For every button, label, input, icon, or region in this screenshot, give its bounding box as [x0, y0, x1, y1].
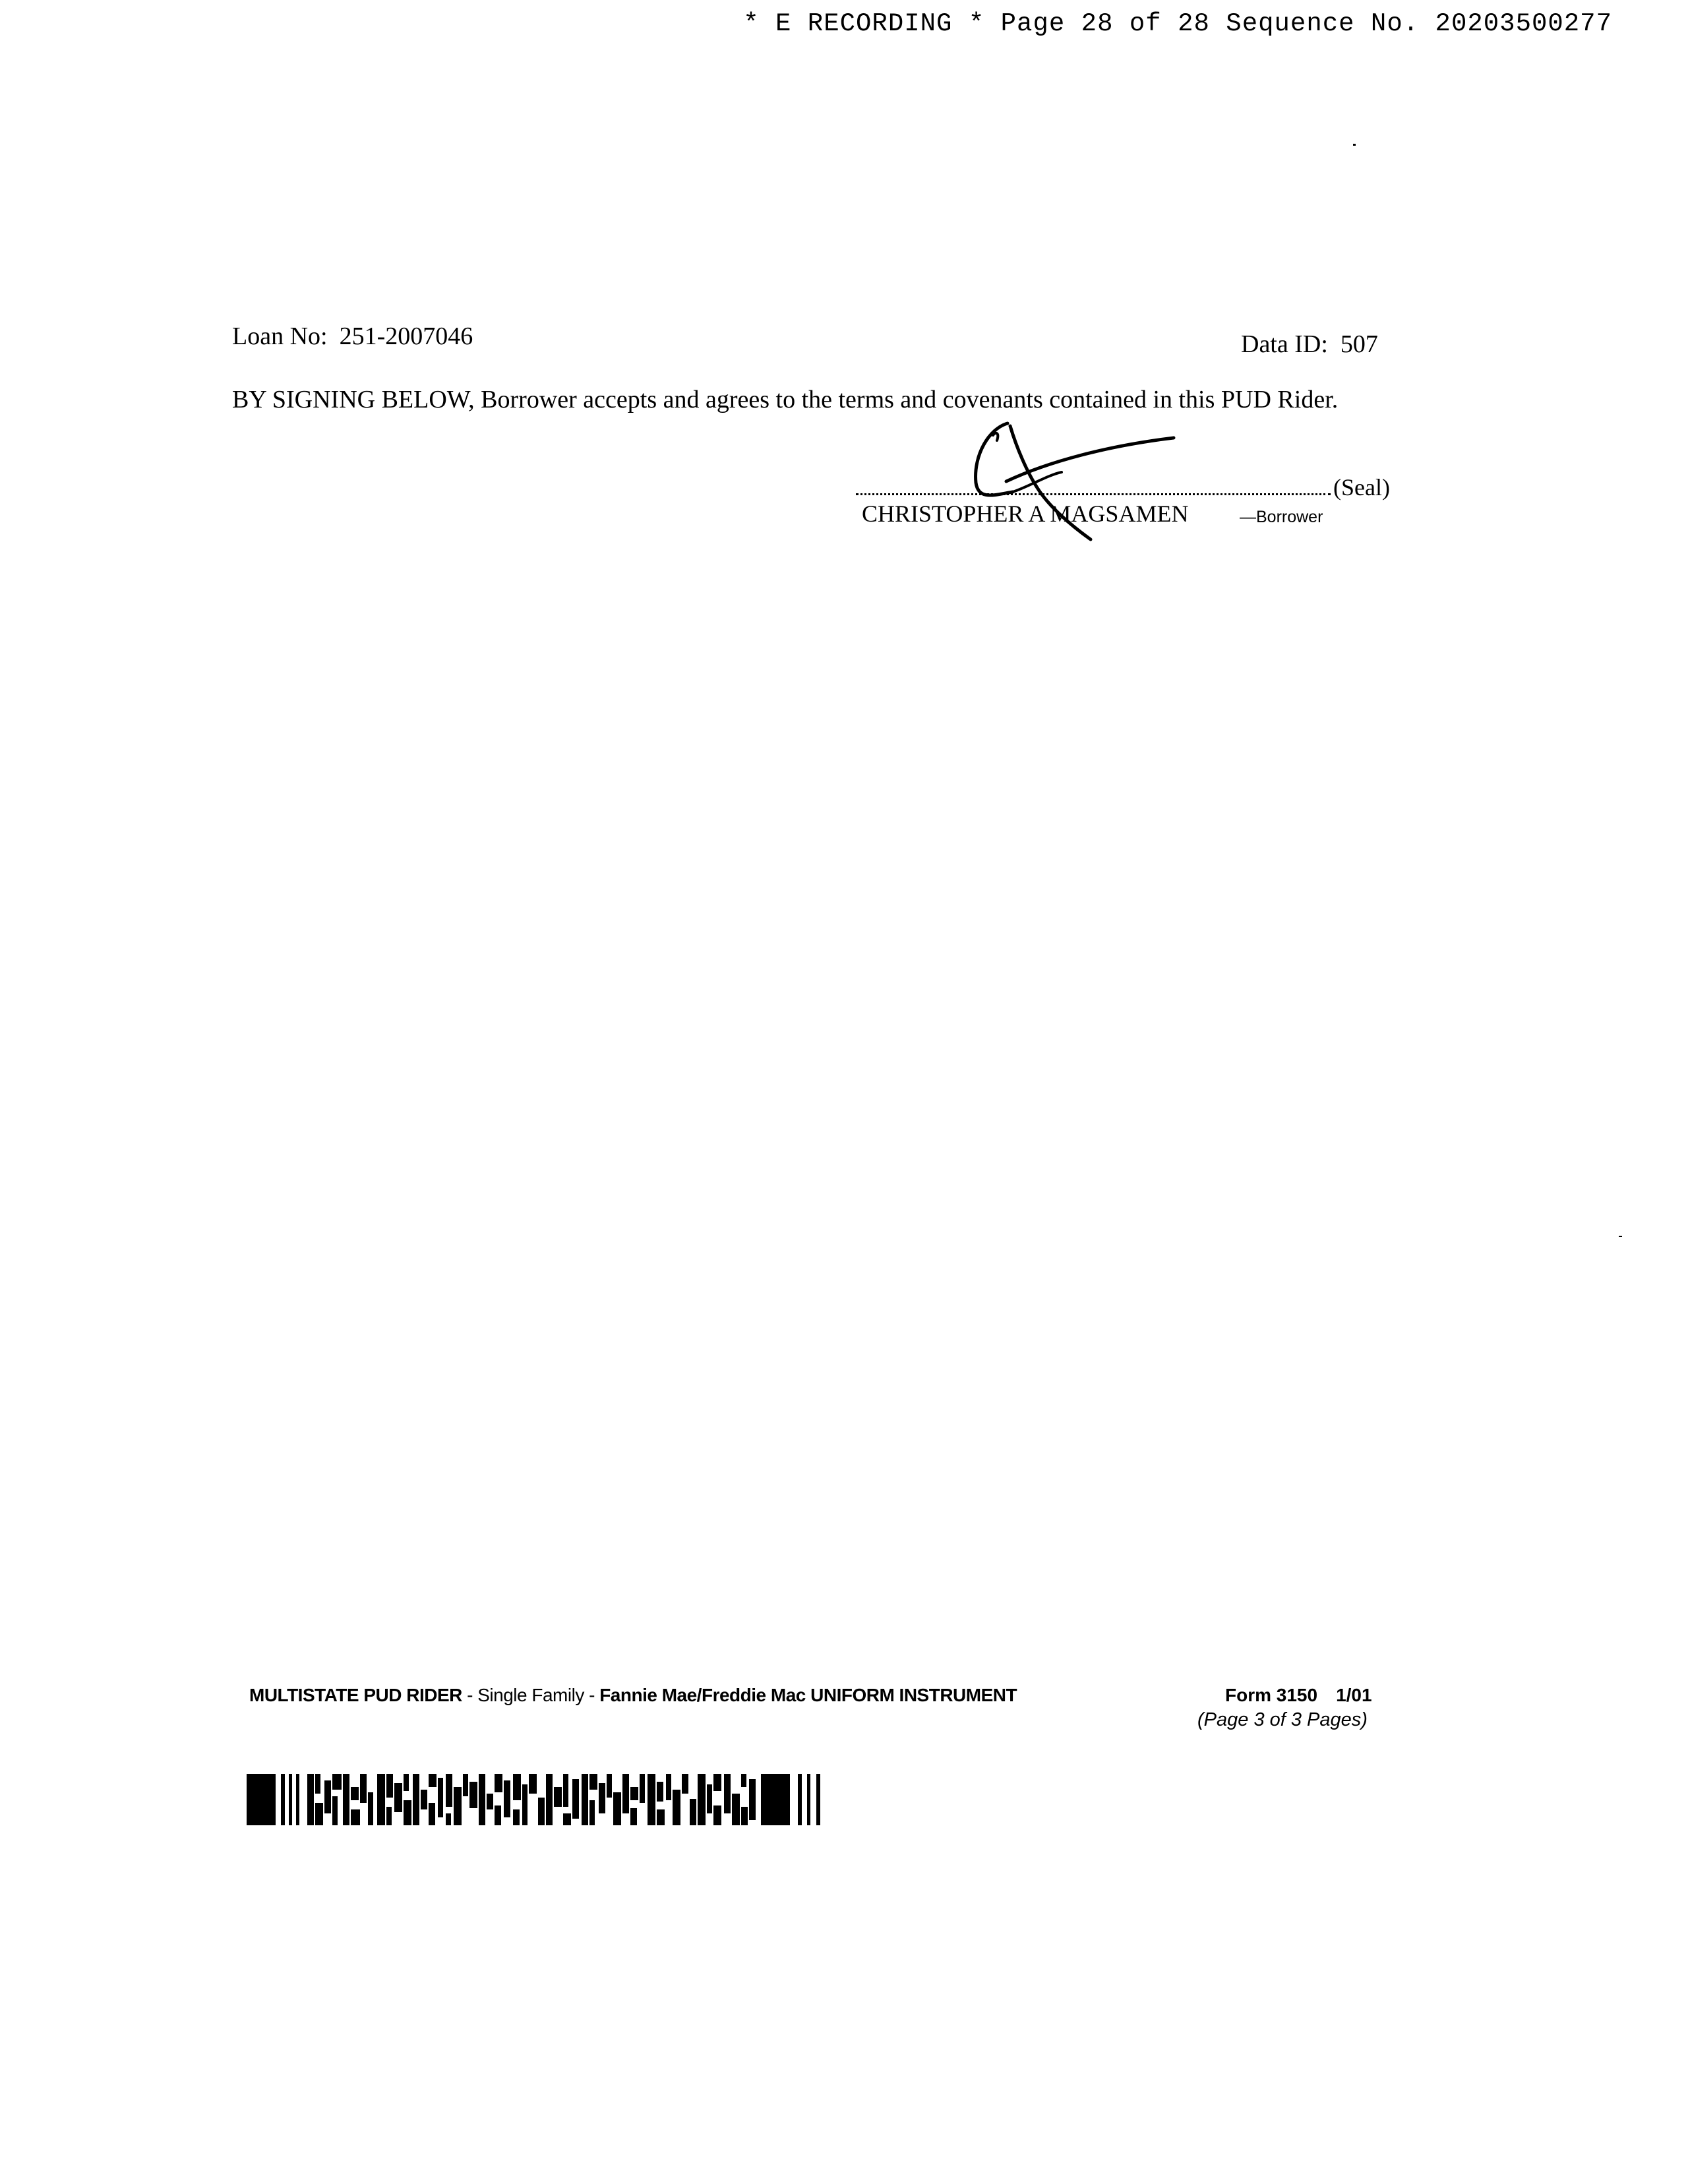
loan-number: 251-2007046 — [339, 322, 473, 350]
form-title: MULTISTATE PUD RIDER — [249, 1685, 462, 1705]
data-id-line — [1241, 330, 1378, 359]
form-subtitle-a: - Single Family - — [462, 1685, 600, 1705]
form-date: 1/01 — [1336, 1685, 1372, 1705]
form-number: Form 3150 — [1225, 1685, 1318, 1705]
data-id-value: 507 — [1340, 330, 1378, 358]
handwritten-signature — [950, 409, 1200, 547]
speck-mark — [1619, 1236, 1622, 1237]
seal-label: (Seal) — [1333, 474, 1390, 501]
signing-paragraph: BY SIGNING BELOW, Borrower accepts and agrees to the terms and covenants contained in this PUD Rider. — [232, 386, 1339, 413]
recording-header: * E RECORDING * Page 28 of 28 Sequence No. 20203500277 — [743, 9, 1612, 38]
form-subtitle-b: Fannie Mae/Freddie Mac UNIFORM INSTRUMENT — [599, 1685, 1017, 1705]
speck-mark — [1353, 144, 1356, 146]
loan-label: Loan No: — [232, 322, 328, 350]
page-count: (Page 3 of 3 Pages) — [1197, 1709, 1368, 1730]
loan-number-line — [232, 322, 473, 351]
document-barcode — [247, 1774, 864, 1825]
signer-role: —Borrower — [1240, 508, 1323, 526]
form-number-line — [1225, 1685, 1372, 1706]
signer-name: CHRISTOPHER A MAGSAMEN — [862, 501, 1189, 527]
data-id-label: Data ID: — [1241, 330, 1328, 358]
form-title-line — [249, 1685, 1017, 1706]
